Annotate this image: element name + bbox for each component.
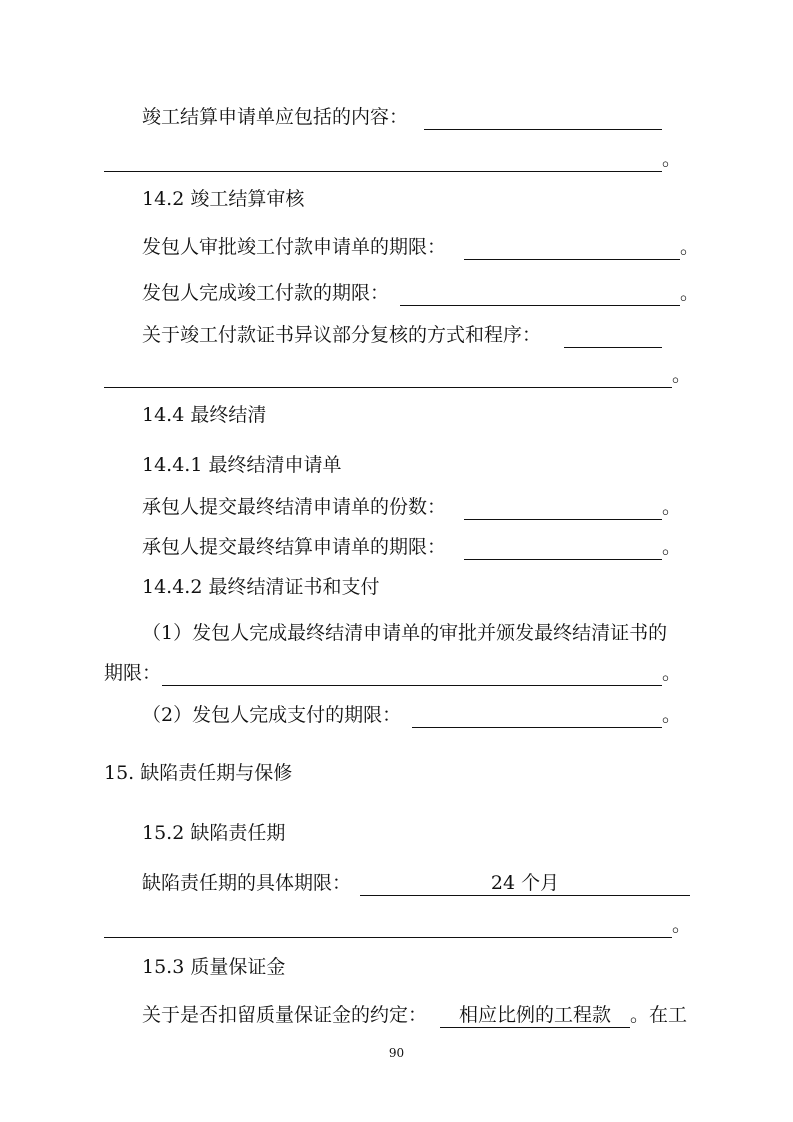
section-heading-text: 15.2 缺陷责任期 [142, 822, 286, 844]
period-mark: 。 [662, 496, 682, 518]
payment-period-label: 发包人完成竣工付款的期限： [142, 282, 390, 304]
defect-period-field[interactable] [360, 870, 690, 896]
defect-period-cont-row [0, 912, 793, 938]
final-settlement-content-blank[interactable] [424, 104, 662, 130]
defect-period-label: 缺陷责任期的具体期限： [142, 872, 352, 894]
retention-field[interactable] [440, 1002, 630, 1028]
item-1-row [0, 620, 793, 646]
review-period-label: 发包人审批竣工付款申请单的期限： [142, 236, 447, 258]
section-heading-text: 14.4 最终结清 [142, 404, 267, 426]
retention-row [0, 1002, 793, 1028]
section-14-4-heading [0, 402, 793, 428]
review-period-row [0, 234, 793, 260]
period-mark: 。 [662, 148, 682, 170]
final-settlement-content-cont-blank[interactable] [104, 146, 662, 172]
section-heading-text: 15.3 质量保证金 [142, 956, 286, 978]
section-15-3-heading [0, 954, 793, 980]
period-mark: 。 [662, 662, 682, 684]
period-mark: 。 [672, 364, 692, 386]
copies-blank[interactable] [464, 494, 662, 520]
item-2-row [0, 702, 793, 728]
item-1-cont-label: 期限： [104, 662, 162, 684]
defect-period-value: 24 个月 [490, 872, 560, 894]
submit-period-blank[interactable] [464, 534, 662, 560]
defect-period-cont-blank[interactable] [104, 912, 672, 938]
item-1-blank[interactable] [162, 660, 662, 686]
item-2-blank[interactable] [412, 702, 662, 728]
dispute-review-cont-row [0, 362, 793, 388]
section-heading-text: 14.2 竣工结算审核 [142, 188, 305, 210]
copies-label: 承包人提交最终结清申请单的份数： [142, 496, 447, 518]
payment-period-blank[interactable] [400, 280, 680, 306]
item-1-text: （1）发包人完成最终结清申请单的审批并颁发最终结清证书的 [142, 622, 668, 644]
subsection-heading-text: 14.4.1 最终结清申请单 [142, 454, 342, 476]
defect-period-row [0, 870, 793, 896]
copies-row [0, 494, 793, 520]
item-1-cont-row [0, 660, 793, 686]
period-mark: 。 [680, 282, 700, 304]
period-mark: 。 [672, 914, 692, 936]
section-14-4-2-heading [0, 574, 793, 600]
section-14-2-heading [0, 186, 793, 212]
period-mark: 。 [680, 236, 700, 258]
retention-value: 相应比例的工程款 [458, 1004, 611, 1026]
period-mark: 。 [662, 704, 682, 726]
final-settlement-content-cont-row [0, 146, 793, 172]
dispute-review-row [0, 322, 793, 348]
retention-label: 关于是否扣留质量保证金的约定： [142, 1004, 428, 1026]
dispute-review-label: 关于竣工付款证书异议部分复核的方式和程序： [142, 324, 542, 346]
final-settlement-content-row [0, 104, 793, 130]
page-number: 90 [388, 1046, 405, 1060]
subsection-heading-text: 14.4.2 最终结清证书和支付 [142, 576, 380, 598]
payment-period-row [0, 280, 793, 306]
section-14-4-1-heading [0, 452, 793, 478]
review-period-blank[interactable] [464, 234, 680, 260]
section-15-heading [0, 760, 793, 786]
section-heading-text: 15. 缺陷责任期与保修 [104, 762, 293, 784]
submit-period-label: 承包人提交最终结算申请单的期限： [142, 536, 447, 558]
period-mark: 。 [662, 536, 682, 558]
section-15-2-heading [0, 820, 793, 846]
submit-period-row [0, 534, 793, 560]
final-settlement-content-label: 竣工结算申请单应包括的内容： [142, 106, 409, 128]
item-2-text: （2）发包人完成支付的期限： [142, 704, 402, 726]
dispute-review-cont-blank[interactable] [104, 362, 672, 388]
retention-tail: 。在工 [630, 1004, 688, 1026]
dispute-review-blank[interactable] [564, 322, 662, 348]
